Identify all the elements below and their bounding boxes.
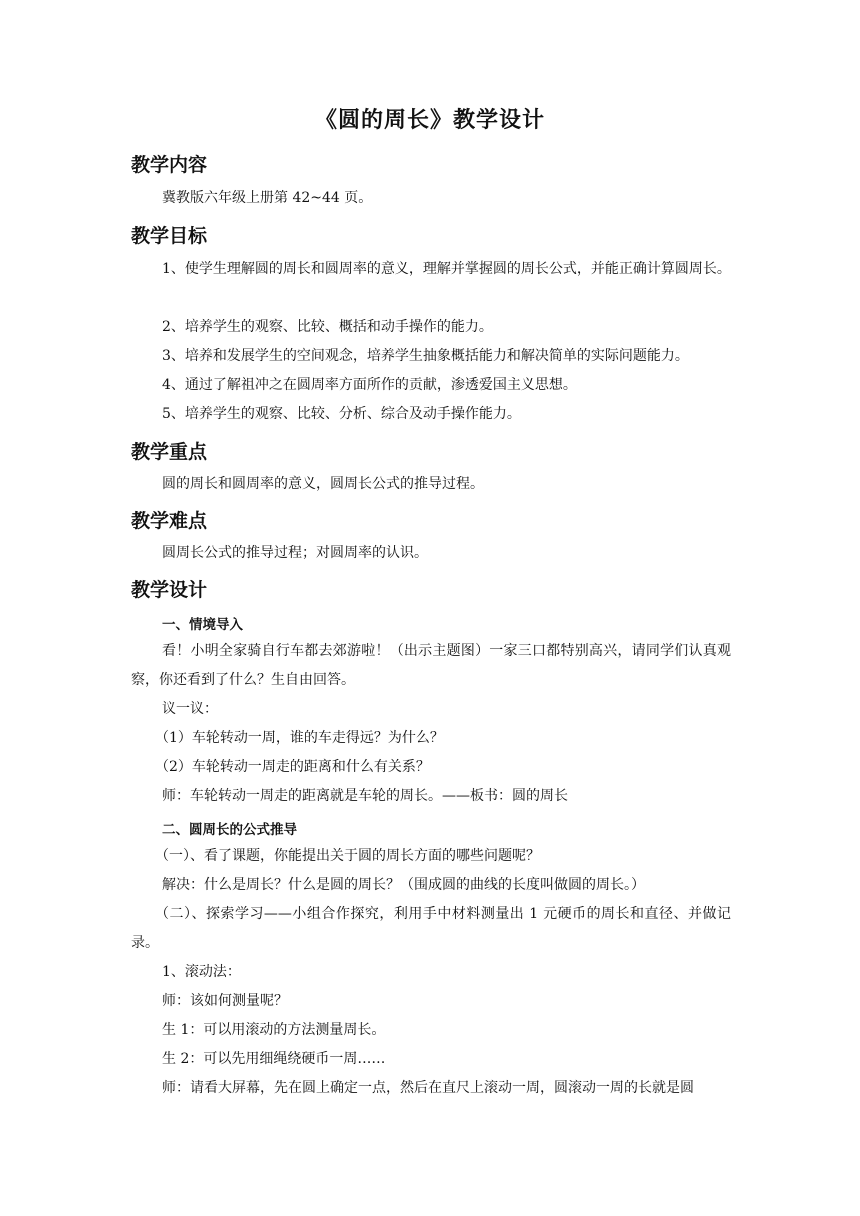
goal-item-1: 1、使学生理解圆的周长和圆周率的意义，理解并掌握圆的周长公式，并能正确计算圆周长。 <box>162 261 731 277</box>
difficulties-text: 圆周长公式的推导过程；对圆周率的认识。 <box>162 545 428 561</box>
part1-paragraph: 师：车轮转动一周走的距离就是车轮的周长。——板书：圆的周长 <box>162 788 568 804</box>
heading-goals: 教学目标 <box>131 225 208 247</box>
goal-item-4: 4、通过了解祖冲之在圆周率方面所作的贡献，渗透爱国主义思想。 <box>162 377 577 393</box>
content-text: 冀教版六年级上册第 42~44 页。 <box>162 190 373 206</box>
part2-paragraph: 师：该如何测量呢？ <box>162 993 288 1009</box>
part2-paragraph: 师：请看大屏幕，先在圆上确定一点，然后在直尺上滚动一周，圆滚动一周的长就是圆 <box>162 1080 694 1096</box>
subheading-part1: 一、情境导入 <box>162 617 243 633</box>
part2-paragraph: 生 1：可以用滚动的方法测量周长。 <box>162 1022 386 1038</box>
heading-content: 教学内容 <box>131 154 208 176</box>
subheading-part2: 二、圆周长的公式推导 <box>162 822 297 838</box>
heading-key-points: 教学重点 <box>131 441 208 463</box>
goal-item-2: 2、培养学生的观察、比较、概括和动手操作的能力。 <box>162 319 493 335</box>
part1-paragraph: （1）车轮转动一周，谁的车走得远？为什么？ <box>155 730 444 746</box>
key-points-text: 圆的周长和圆周率的意义，圆周长公式的推导过程。 <box>162 476 484 492</box>
part1-paragraph: 议一议： <box>162 701 218 717</box>
goal-item-5: 5、培养学生的观察、比较、分析、综合及动手操作能力。 <box>162 406 521 422</box>
document-title: 《圆的周长》教学设计 <box>314 108 545 133</box>
part2-paragraph: （一）、看了课题，你能提出关于圆的周长方面的哪些问题呢？ <box>155 848 540 864</box>
goal-item-3: 3、培养和发展学生的空间观念，培养学生抽象概括能力和解决简单的实际问题能力。 <box>162 348 689 364</box>
part2-paragraph: 生 2：可以先用细绳绕硬币一周…… <box>162 1051 386 1067</box>
part1-paragraph: （2）车轮转动一周走的距离和什么有关系？ <box>155 759 430 775</box>
heading-design: 教学设计 <box>131 579 208 601</box>
heading-difficulties: 教学难点 <box>131 510 208 532</box>
part2-paragraph: 解决：什么是周长？什么是圆的周长？（围成圆的曲线的长度叫做圆的周长。） <box>162 877 645 893</box>
part2-paragraph: （二）、探索学习——小组合作探究，利用手中材料测量出 1 元硬币的周长和直径、并做记录。 <box>131 906 731 951</box>
part2-paragraph: 1、滚动法： <box>162 964 241 980</box>
part1-paragraph: 看！小明全家骑自行车都去郊游啦！（出示主题图）一家三口都特别高兴，请同学们认真观察，你还看到了什么？生自由回答。 <box>131 643 731 688</box>
